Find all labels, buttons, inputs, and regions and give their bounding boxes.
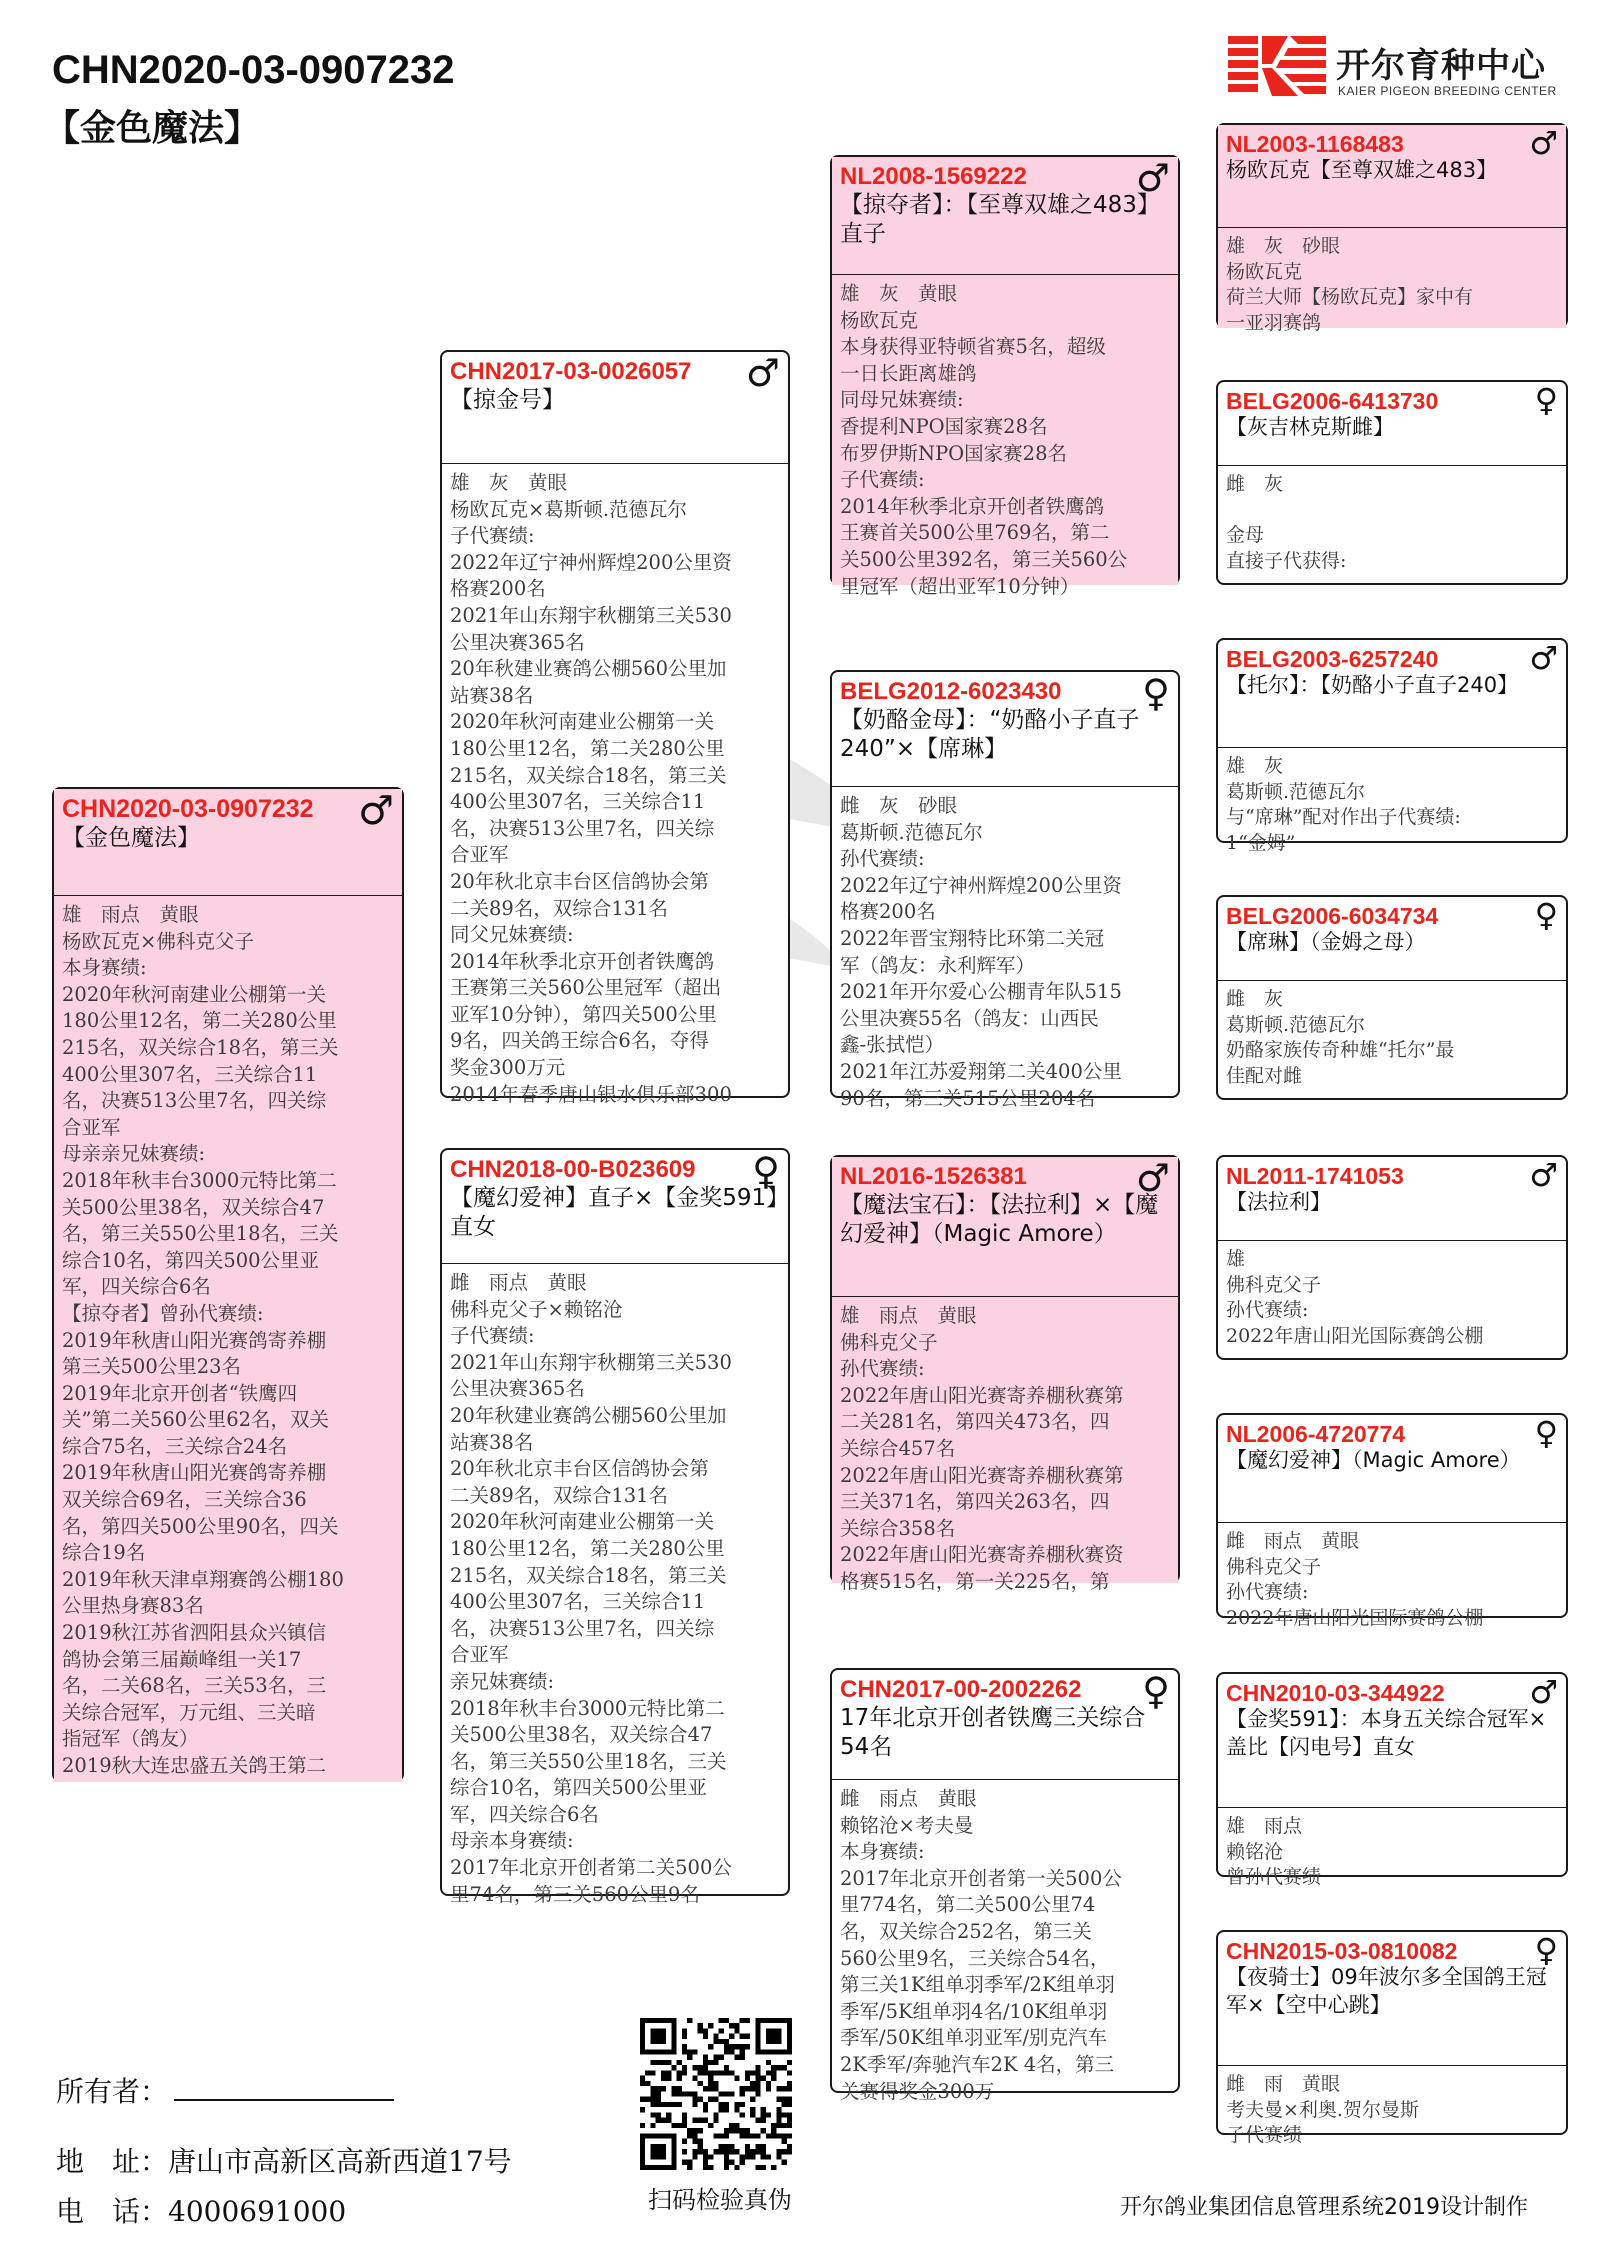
logo-chinese-text: 开尔育种中心 xyxy=(1336,46,1546,86)
card-header xyxy=(832,1157,1178,1297)
kaier-logo-mark-icon xyxy=(1228,34,1328,98)
pedigree-line: 孙代赛绩: xyxy=(840,1357,925,1381)
sds-lines xyxy=(1226,754,1558,856)
dd-lines xyxy=(840,1786,1170,2105)
pedigree-line: 考夫曼×利奥.贺尔曼斯 xyxy=(1226,2098,1419,2121)
pedigree-line: 名，双关综合252名，第三关 xyxy=(840,1919,1092,1943)
pedigree-line: 关综合冠军，万元组、三关暗 xyxy=(62,1700,316,1724)
card-header xyxy=(442,1150,788,1264)
pedigree-line: 180公里12名，第二关280公里 xyxy=(62,1009,337,1033)
pedigree-line: 关”第二关560公里62名，双关 xyxy=(62,1408,330,1432)
pedigree-line: 2020年秋河南建业公棚第一关 xyxy=(450,710,715,734)
pedigree-line: 公里决赛365名 xyxy=(450,630,585,654)
pedigree-line: 雌 灰 砂眼 xyxy=(840,794,958,817)
pedigree-line: 合亚军 xyxy=(450,843,509,867)
pedigree-line: 名，决赛513公里7名，四关综 xyxy=(450,816,715,840)
pedigree-line: 雄 灰 xyxy=(1226,755,1284,777)
female-symbol-icon: ♀ xyxy=(1534,1931,1558,1969)
card-header xyxy=(1218,1157,1566,1241)
pedigree-line: 1“金姆” xyxy=(1226,831,1296,854)
pedigree-line: 公里热身赛83名 xyxy=(62,1594,204,1618)
pedigree-line: 曾孙代赛绩 xyxy=(1226,1866,1322,1888)
pedigree-line: 2018年秋丰台3000元特比第二 xyxy=(62,1168,337,1192)
card-body xyxy=(1218,466,1566,585)
male-symbol-icon: ♂ xyxy=(1529,1673,1558,1711)
ring-number: NL2016-1526381 xyxy=(840,1163,1027,1190)
pedigree-line: 2019秋大连忠盛五关鸽王第二 xyxy=(62,1754,327,1777)
pedigree-card-ssd xyxy=(1216,380,1568,585)
pedigree-line: 佛科克父子×赖铭沧 xyxy=(450,1297,623,1321)
pedigree-line: 子代赛绩: xyxy=(840,468,925,492)
pedigree-card-dss xyxy=(1216,1155,1568,1360)
card-header xyxy=(1218,382,1566,466)
pedigree-line: 佳配对雌 xyxy=(1226,1064,1303,1087)
sire-lines xyxy=(450,470,780,1108)
pigeon-name: 【托尔】：【奶酪小子直子240】 xyxy=(1226,673,1519,698)
pedigree-line: 2022年辽宁神州辉煌200公里资 xyxy=(450,550,732,574)
sdd-lines xyxy=(1226,987,1558,1089)
pedigree-line: 站赛38名 xyxy=(450,683,534,707)
pedigree-line: 里74名，第三关560公里9名 xyxy=(450,1882,700,1906)
pedigree-line: 鑫-张拭恺） xyxy=(840,1033,945,1057)
card-body xyxy=(1218,1241,1566,1360)
pedigree-card-dam xyxy=(440,1148,790,1906)
pedigree-card-dam-dam xyxy=(830,1668,1180,2103)
pedigree-line: 560公里9名，三关综合54名， xyxy=(840,1946,1110,1970)
pedigree-card-dds xyxy=(1216,1672,1568,1888)
pedigree-line: 本身赛绩: xyxy=(62,956,147,980)
pedigree-line: 母亲本身赛绩: xyxy=(450,1829,574,1853)
owner-blank-line xyxy=(174,2079,394,2101)
ring-number: CHN2020-03-0907232 xyxy=(62,795,314,823)
card-header xyxy=(1218,640,1566,748)
pigeon-name: 【灰吉林克斯雌】 xyxy=(1226,415,1394,440)
pedigree-card-sss xyxy=(1216,123,1568,334)
pedigree-card-dsd xyxy=(1216,1413,1568,1629)
pedigree-line: 400公里307名，三关综合11 xyxy=(450,1590,706,1614)
pedigree-line: 季军/5K组单羽4名/10K组单羽 xyxy=(840,1999,1108,2023)
pedigree-line: 2022年唐山阳光国际赛鸽公棚 xyxy=(1226,1324,1484,1347)
pedigree-line: 王赛首关500公里769名，第二 xyxy=(840,521,1110,545)
pedigree-line: 杨欧瓦克 xyxy=(1226,260,1303,283)
card-body xyxy=(1218,748,1566,854)
pedigree-line: 葛斯顿.范德瓦尔 xyxy=(1226,780,1366,803)
pedigree-line: 一亚羽赛鸽 xyxy=(1226,311,1322,334)
phone-value: 4000691000 xyxy=(168,2195,347,2228)
ring-number: CHN2017-00-2002262 xyxy=(840,1676,1082,1703)
pedigree-line: 名，第四关500公里90名，四关 xyxy=(62,1514,339,1538)
card-header xyxy=(54,789,402,896)
pedigree-line: 2020年秋河南建业公棚第一关 xyxy=(62,982,327,1006)
pedigree-line: 关综合457名 xyxy=(840,1436,956,1460)
dss-lines xyxy=(1226,1247,1558,1349)
pedigree-line: 2022年唐山阳光国际赛鸽公棚 xyxy=(1226,1606,1484,1629)
male-symbol-icon: ♂ xyxy=(1529,1156,1558,1194)
pedigree-line: 关500公里392名，第三关560公 xyxy=(840,547,1128,571)
card-body xyxy=(1218,228,1566,334)
ring-number: NL2006-4720774 xyxy=(1226,1421,1406,1447)
pedigree-line: 2021年开尔爱心公棚青年队515 xyxy=(840,980,1122,1004)
pedigree-line: 2021年山东翔宇秋棚第三关530 xyxy=(450,1350,732,1374)
pedigree-card-dam-sire xyxy=(830,1155,1180,1593)
pedigree-line: 20年秋北京丰台区信鸽协会第 xyxy=(450,1457,709,1481)
ring-number: BELG2003-6257240 xyxy=(1226,646,1439,672)
pedigree-line: 名，第三关550公里18名，三关 xyxy=(450,1749,727,1773)
pedigree-line: 合亚军 xyxy=(450,1643,509,1667)
pedigree-line: 亲兄妹赛绩: xyxy=(450,1669,555,1693)
owner-row xyxy=(56,2070,394,2110)
pedigree-line: 直接子代获得: xyxy=(1226,549,1347,572)
pedigree-line: 葛斯顿.范德瓦尔 xyxy=(840,820,983,844)
pedigree-line: 2019年秋唐山阳光赛鸽寄养棚 xyxy=(62,1461,327,1485)
pedigree-line: 2022年辽宁神州辉煌200公里资 xyxy=(840,873,1122,897)
pedigree-line: 2022年唐山阳光赛寄养棚秋赛资 xyxy=(840,1543,1124,1567)
pedigree-line: 雄 xyxy=(1226,1248,1246,1270)
pigeon-name: 【奶酪金母】：“奶酪小子直子240”×【席琳】 xyxy=(840,706,1140,763)
pedigree-line: 同父兄妹赛绩: xyxy=(450,923,574,947)
pedigree-line: 双关综合69名，三关综合36 xyxy=(62,1488,307,1512)
dam-lines xyxy=(450,1270,780,1908)
card-body xyxy=(832,1297,1178,1593)
pedigree-line: 里冠军（超出亚军10分钟） xyxy=(840,574,1080,598)
card-header xyxy=(1218,1415,1566,1523)
pedigree-line: 孙代赛绩: xyxy=(840,847,925,871)
female-symbol-icon: ♀ xyxy=(1142,671,1170,715)
pedigree-line: 军，四关综合6名 xyxy=(450,1802,599,1826)
pedigree-line: 关500公里38名，双关综合47 xyxy=(450,1723,713,1747)
pedigree-line: 雌 灰 xyxy=(1226,988,1284,1010)
sd-lines xyxy=(840,793,1170,1112)
card-header xyxy=(442,352,788,464)
male-symbol-icon: ♂ xyxy=(1529,639,1558,677)
dsd-lines xyxy=(1226,1529,1558,1631)
pedigree-card-sire xyxy=(440,350,790,1106)
pedigree-line: 名，决赛513公里7名，四关综 xyxy=(450,1616,715,1640)
pedigree-line: 2019年秋天津卓翔赛鸽公棚180 xyxy=(62,1567,344,1591)
ddd-lines xyxy=(1226,2072,1558,2149)
pedigree-line: 20年秋建业赛鸽公棚560公里加 xyxy=(450,1403,727,1427)
card-body xyxy=(54,896,402,1782)
pedigree-line: 军（鸽友：永利辉军） xyxy=(840,953,1036,977)
female-symbol-icon: ♀ xyxy=(752,1149,780,1193)
pedigree-line: 关综合358名 xyxy=(840,1516,956,1540)
pigeon-name: 17年北京开创者铁鹰三关综合54名 xyxy=(840,1704,1146,1761)
pedigree-line: 公里决赛55名（鸽友：山西民 xyxy=(840,1006,1099,1030)
pedigree-line: 格赛200名 xyxy=(450,577,546,601)
logo-english-text: KAIER PIGEON BREEDING CENTER xyxy=(1338,84,1557,98)
pedigree-line: 雄 灰 黄眼 xyxy=(450,471,568,494)
pedigree-line: 9名，四关鸽王综合6名，夺得 xyxy=(450,1029,709,1053)
pedigree-line: 雌 灰 xyxy=(1226,473,1284,495)
pedigree-line: 雌 雨点 黄眼 xyxy=(840,1787,977,1810)
pedigree-line: 二关281名，第四关473名，四 xyxy=(840,1410,1110,1434)
card-body xyxy=(1218,2066,1566,2146)
pedigree-line: 子代赛绩: xyxy=(450,524,535,548)
pedigree-line: 杨欧瓦克×佛科克父子 xyxy=(62,929,254,953)
pedigree-line: 雌 雨点 黄眼 xyxy=(450,1271,587,1294)
pedigree-line: 子代赛绩 xyxy=(1226,2124,1303,2146)
pedigree-card-ddd xyxy=(1216,1930,1568,2146)
pedigree-line: 【掠夺者】曾孙代赛绩: xyxy=(62,1301,264,1325)
female-symbol-icon: ♀ xyxy=(1534,896,1558,934)
pedigree-line: 奶酪家族传奇种雄“托尔”最 xyxy=(1226,1039,1455,1061)
pedigree-line: 2018年秋丰台3000元特比第二 xyxy=(450,1696,725,1720)
pedigree-line: 400公里307名，三关综合11 xyxy=(62,1062,318,1086)
pedigree-line: 名，第三关550公里18名，三关 xyxy=(62,1222,339,1246)
pigeon-name: 【法拉利】 xyxy=(1226,1190,1331,1215)
male-symbol-icon: ♂ xyxy=(1529,124,1558,162)
ring-number: CHN2010-03-344922 xyxy=(1226,1680,1445,1706)
ring-number: NL2011-1741053 xyxy=(1226,1163,1404,1189)
pedigree-line: 赖铭沧×考夫曼 xyxy=(840,1813,974,1837)
card-body xyxy=(1218,1523,1566,1629)
pedigree-line: 本身赛绩: xyxy=(840,1840,925,1864)
card-header xyxy=(832,672,1178,787)
pigeon-name: 【夜骑士】09年波尔多全国鸽王冠军×【空中心跳】 xyxy=(1226,1965,1547,2017)
male-symbol-icon: ♂ xyxy=(1135,156,1170,200)
pedigree-line: 王赛第三关560公里冠军（超出 xyxy=(450,976,722,1000)
qr-caption: 扫码检验真伪 xyxy=(648,2186,792,2214)
pedigree-line: 2017年北京开创者第一关500公 xyxy=(840,1866,1122,1890)
pigeon-name: 【魔幻爱神】（Magic Amore） xyxy=(1226,1448,1521,1473)
male-symbol-icon: ♂ xyxy=(358,788,394,834)
pigeon-name: 【席琳】（金姆之母） xyxy=(1226,930,1426,955)
pedigree-line: 关500公里38名，双关综合47 xyxy=(62,1195,325,1219)
ds-lines xyxy=(840,1303,1170,1596)
pedigree-card-subject xyxy=(52,787,404,1782)
card-body xyxy=(832,1780,1178,2103)
pedigree-line: 与“席琳”配对作出子代赛绩: xyxy=(1226,806,1461,828)
pedigree-line: 综合10名，第四关500公里亚 xyxy=(450,1776,708,1800)
ss-lines xyxy=(840,281,1170,600)
sss-lines xyxy=(1226,234,1558,336)
pedigree-line: 215名，双关综合18名，第三关 xyxy=(450,1563,727,1587)
phone-row xyxy=(56,2190,346,2230)
card-header xyxy=(832,1670,1178,1780)
card-header xyxy=(1218,897,1566,981)
male-symbol-icon: ♂ xyxy=(1135,1156,1170,1200)
pedigree-line: 子代赛绩: xyxy=(450,1324,535,1348)
pedigree-line: 2K季军/奔驰汽车2K 4名，第三 xyxy=(840,2052,1115,2076)
card-header xyxy=(1218,1932,1566,2066)
pigeon-name: 【魔法宝石】：【法拉利】×【魔幻爱神】（Magic Amore） xyxy=(840,1191,1159,1248)
pedigree-card-sds xyxy=(1216,638,1568,854)
pedigree-line: 三关371名，第四关263名，四 xyxy=(840,1490,1110,1514)
pedigree-line: 名，决赛513公里7名，四关综 xyxy=(62,1089,327,1113)
qr-code-icon[interactable] xyxy=(640,2018,792,2170)
pedigree-line: 2014年秋季北京开创者铁鹰鸽 xyxy=(840,494,1105,518)
pigeon-name: 【掠金号】 xyxy=(450,386,565,413)
pedigree-line: 荷兰大师【杨欧瓦克】家中有 xyxy=(1226,286,1474,308)
pedigree-line: 雌 雨 黄眼 xyxy=(1226,2073,1341,2095)
pigeon-name: 【金色魔法】 xyxy=(62,824,200,851)
pedigree-line: 季军/50K组单羽亚军/别克汽车 xyxy=(840,2026,1108,2050)
pedigree-line: 金母 xyxy=(1226,524,1265,546)
address-label: 地 址： xyxy=(56,2145,169,2178)
pedigree-line: 20年秋建业赛鸽公棚560公里加 xyxy=(450,657,727,681)
pedigree-line: 指冠军（鸽友） xyxy=(62,1727,199,1751)
kaier-logo xyxy=(1228,34,1588,104)
pigeon-name: 【魔幻爱神】直子×【金奖591】直女 xyxy=(450,1184,778,1241)
pedigree-line: 215名，双关综合18名，第三关 xyxy=(62,1035,339,1059)
pedigree-line: 佛科克父子 xyxy=(840,1330,938,1354)
address-value: 唐山市高新区高新西道17号 xyxy=(168,2145,512,2178)
phone-label: 电 话： xyxy=(56,2195,169,2228)
ssd-lines xyxy=(1226,472,1558,574)
pedigree-line: 雌 雨点 黄眼 xyxy=(1226,1530,1360,1552)
pedigree-line: 2021年江苏爱翔第二关400公里 xyxy=(840,1059,1122,1083)
pedigree-line xyxy=(1226,498,1558,524)
pedigree-line: 雄 灰 黄眼 xyxy=(840,282,958,305)
pedigree-line: 佛科克父子 xyxy=(1226,1555,1322,1578)
card-header xyxy=(832,157,1178,275)
pedigree-line: 2014年春季唐山银水俱乐部300 xyxy=(450,1082,732,1106)
pedigree-card-sdd xyxy=(1216,895,1568,1100)
pedigree-line: 2019年北京开创者“铁鹰四 xyxy=(62,1381,298,1405)
pedigree-line: 215名，双关综合18名，第三关 xyxy=(450,763,727,787)
pedigree-line: 2019秋江苏省泗阳县众兴镇信 xyxy=(62,1621,327,1645)
pigeon-name: 【掠夺者】：【至尊双雄之483】直子 xyxy=(840,191,1160,248)
pedigree-line: 180公里12名，第二关280公里 xyxy=(450,736,725,760)
ring-number: BELG2006-6413730 xyxy=(1226,388,1439,414)
ring-number: NL2008-1569222 xyxy=(840,163,1027,190)
ring-number: CHN2017-03-0026057 xyxy=(450,358,692,385)
pedigree-line: 布罗伊斯NPO国家赛28名 xyxy=(840,441,1067,465)
pedigree-line: 站赛38名 xyxy=(450,1430,534,1454)
pedigree-card-sire-sire xyxy=(830,155,1180,598)
pedigree-line: 2019年秋唐山阳光赛鸽寄养棚 xyxy=(62,1328,327,1352)
pedigree-line: 综合19名 xyxy=(62,1541,146,1565)
card-body xyxy=(832,275,1178,598)
pedigree-line: 2022年唐山阳光赛寄养棚秋赛第 xyxy=(840,1383,1124,1407)
pedigree-line: 赖铭沧 xyxy=(1226,1840,1284,1863)
card-body xyxy=(442,1264,788,1906)
card-body xyxy=(832,787,1178,1110)
card-body xyxy=(442,464,788,1106)
female-symbol-icon: ♀ xyxy=(1534,1414,1558,1452)
pedigree-line: 雄 雨点 xyxy=(1226,1815,1303,1837)
pedigree-line: 合亚军 xyxy=(62,1115,121,1139)
dds-lines xyxy=(1226,1814,1558,1891)
female-symbol-icon: ♀ xyxy=(1142,1669,1170,1713)
pedigree-line: 2022年晋宝翔特比环第二关冠 xyxy=(840,926,1105,950)
pedigree-line: 二关89名，双综合131名 xyxy=(450,896,669,920)
card-body xyxy=(1218,981,1566,1100)
ring-number: NL2003-1168483 xyxy=(1226,131,1404,157)
male-symbol-icon: ♂ xyxy=(745,351,780,395)
pedigree-line: 格赛515名，第一关225名，第 xyxy=(840,1569,1110,1593)
pedigree-line: 军，四关综合6名 xyxy=(62,1275,211,1299)
pedigree-line: 400公里307名，三关综合11 xyxy=(450,790,706,814)
pedigree-line: 孙代赛绩: xyxy=(1226,1299,1309,1321)
pedigree-line: 杨欧瓦克×葛斯顿.范德瓦尔 xyxy=(450,497,688,521)
ring-number: BELG2006-6034734 xyxy=(1226,903,1439,929)
ring-number: CHN2018-00-B023609 xyxy=(450,1156,696,1183)
pedigree-line: 杨欧瓦克 xyxy=(840,308,919,332)
card-body xyxy=(1218,1808,1566,1888)
card-header xyxy=(1218,125,1566,228)
pedigree-line: 第三关500公里23名 xyxy=(62,1355,242,1379)
owner-label: 所有者： xyxy=(56,2075,169,2108)
card-header xyxy=(1218,1674,1566,1808)
pedigree-line: 鸽协会第三届巅峰组一关17 xyxy=(62,1647,302,1671)
pedigree-line: 一日长距离雄鸽 xyxy=(840,361,977,385)
pedigree-line: 二关89名，双综合131名 xyxy=(450,1483,669,1507)
pedigree-line: 奖金300万元 xyxy=(450,1056,566,1080)
pedigree-line: 雄 雨点 黄眼 xyxy=(840,1304,977,1327)
pedigree-line: 佛科克父子 xyxy=(1226,1273,1322,1296)
pedigree-line: 格赛200名 xyxy=(840,900,936,924)
pedigree-line: 香提利NPO国家赛28名 xyxy=(840,414,1048,438)
pedigree-line: 2020年秋河南建业公棚第一关 xyxy=(450,1510,715,1534)
pedigree-line: 综合75名，三关综合24名 xyxy=(62,1434,288,1458)
ring-number: CHN2015-03-0810082 xyxy=(1226,1938,1458,1964)
pedigree-line: 20年秋北京丰台区信鸽协会第 xyxy=(450,869,709,893)
address-row xyxy=(56,2140,512,2180)
pedigree-line: 本身获得亚特顿省赛5名，超级 xyxy=(840,335,1106,359)
pedigree-line: 第三关1K组单羽季军/2K组单羽 xyxy=(840,1973,1116,1997)
pedigree-line: 亚军10分钟），第四关500公里 xyxy=(450,1002,717,1026)
subject-name: 【金色魔法】 xyxy=(44,108,261,149)
subject-lines xyxy=(62,902,394,1780)
pedigree-line: 2014年秋季北京开创者铁鹰鸽 xyxy=(450,949,715,973)
pedigree-line: 180公里12名，第二关280公里 xyxy=(450,1536,725,1560)
pedigree-line: 名，二关68名，三关53名，三 xyxy=(62,1674,327,1698)
pedigree-line: 关赛得奖金300万 xyxy=(840,2079,995,2103)
pedigree-line: 雄 灰 砂眼 xyxy=(1226,235,1341,257)
pedigree-line: 葛斯顿.范德瓦尔 xyxy=(1226,1013,1366,1036)
pedigree-line: 母亲亲兄妹赛绩: xyxy=(62,1142,206,1166)
ring-number: BELG2012-6023430 xyxy=(840,678,1062,705)
pedigree-line: 90名，第三关515公里204名 xyxy=(840,1086,1096,1110)
pedigree-line: 孙代赛绩: xyxy=(1226,1581,1309,1603)
subject-ring-number: CHN2020-03-0907232 xyxy=(52,48,455,92)
pedigree-line: 2021年山东翔宇秋棚第三关530 xyxy=(450,603,732,627)
system-credit: 开尔鸽业集团信息管理系统2019设计制作 xyxy=(1120,2195,1528,2220)
pedigree-line: 雄 雨点 黄眼 xyxy=(62,903,199,926)
pigeon-name: 【金奖591】：本身五关综合冠军×盖比【闪电号】直女 xyxy=(1226,1707,1547,1759)
pedigree-line: 2022年唐山阳光赛寄养棚秋赛第 xyxy=(840,1463,1124,1487)
pedigree-line: 综合10名，第四关500公里亚 xyxy=(62,1248,320,1272)
pedigree-line: 同母兄妹赛绩: xyxy=(840,388,964,412)
pedigree-line: 2017年北京开创者第二关500公 xyxy=(450,1856,732,1880)
pedigree-card-sire-dam xyxy=(830,670,1180,1110)
pedigree-line: 里774名，第二关500公里74 xyxy=(840,1893,1096,1917)
pedigree-line: 公里决赛365名 xyxy=(450,1377,585,1401)
female-symbol-icon: ♀ xyxy=(1534,381,1558,419)
pigeon-name: 杨欧瓦克【至尊双雄之483】 xyxy=(1226,158,1498,183)
